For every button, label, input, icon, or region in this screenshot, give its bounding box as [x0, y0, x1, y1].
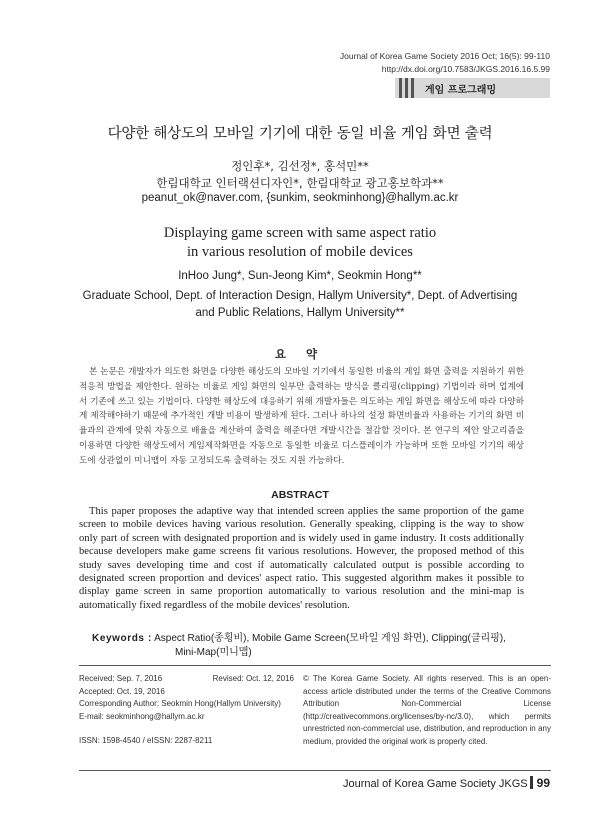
affiliations-korean: 한림대학교 인터랙션디자인*, 한림대학교 광고홍보학과**: [156, 176, 444, 190]
affiliations-english: [0, 288, 600, 322]
page-footer: [343, 776, 550, 790]
footer-bar: [530, 776, 533, 789]
category-banner: [395, 78, 550, 98]
issn: ISSN: 1598-4540 / eISSN: 2287-8211: [79, 736, 213, 745]
revised-date: Revised: Oct. 12, 2016: [212, 674, 294, 683]
corresponding-email: E-mail: seokminhong@hallym.ac.kr: [79, 711, 205, 721]
abstract-english: This paper proposes the adaptive way that intended screen applies the same proportion of the game screen to mobile devices having various resolution. Generally speaking, clipping is the way to show only part of screen with designated proportion and is widely used in game industry. It costs additionally because developers make game screens fit various resolutions. However, the proposed method of this study saves developing time and cost if automatically calculated output is possible according to designated screen proportion and devices' aspect ratio. This suggested algorithm makes it possible to display game screen in same proportion automatically to various resolution and the mini-map is automatically fixed regardless of the mobile devices' resolution.: [79, 506, 524, 611]
article-history: [79, 673, 294, 748]
category-mark: [405, 78, 408, 98]
abstract-korean-heading: 요 약: [274, 347, 326, 361]
journal-reference: [340, 50, 550, 76]
page-number: 99: [536, 776, 550, 790]
keywords-label: Keywords :: [92, 633, 152, 644]
spacer: [79, 723, 294, 735]
authors-korean: 정인후*, 김선정*, 홍석민**: [231, 159, 369, 173]
abstract-english-heading: ABSTRACT: [271, 489, 329, 501]
author-emails: peanut_ok@naver.com, {sunkim, seokminhong}@hallym.ac.kr: [141, 192, 459, 204]
journal-citation: Journal of Korea Game Society 2016 Oct; 16(5): 99-110: [339, 51, 550, 61]
paper-title-korean: 다양한 해상도의 모바일 기기에 대한 동일 비율 게임 화면 출력: [107, 126, 493, 142]
authors-english: InHoo Jung*, Sun-Jeong Kim*, Seokmin Hong**: [178, 270, 422, 282]
accepted-date: Accepted: Oct. 19, 2016: [79, 686, 165, 696]
corresponding-author: Corresponding Author: Seokmin Hong(Hallym University): [79, 699, 281, 708]
footer-journal-name: Journal of Korea Game Society JKGS: [342, 778, 528, 790]
dates-row: [79, 673, 294, 686]
paper-title-english: [0, 224, 600, 262]
category-mark: [399, 78, 402, 98]
keywords-list: Aspect Ratio(종횡비), Mobile Game Screen(모바일 게임 화면), Clipping(클리핑),: [154, 633, 506, 644]
affil-en-line-2: and Public Relations, Hallym University**: [195, 307, 405, 319]
category-label: 게임 프로그래밍: [425, 85, 497, 96]
abstract-korean: 본 논문은 개발자가 의도한 화면을 다양한 해상도의 모바일 기기에서 동일한 비율의 게임 화면 출력을 지원하기 위한 적응적 방법을 제안한다. 원하는 비율로 게임 화면의 일부만 출력하는 방식을 클리핑(clipping) 기법이라 하며 업계에서 기존에 쓰고 있는 기법이다. 다양한 해상도에 대응하기 위해 개발자들은 의도하는 게임 화면을 해상도에 따라 다양하게 제작해야하기 때문에 추가적인 개발 비용이 발생하게 된다. 그러나 하나의 설정 화면비율과 사용하는 기기의 화면 비율과의 관계에 맞춰 자동으로 배율을 계산하여 출력을 해준다면 개발시간을 절감할 것이다. 본 연구의 제안 알고리즘을 이용하면 다양한 해상도에서 게임제작화면을 자동으로 동일한 비율로 디스플레이가 가능하며 또한 모바일 기기의 해상도에 상관없이 미니맵이 자동 고정되도록 출력하는 것도 지원 가능하다.: [79, 367, 524, 466]
license-notice: © The Korea Game Society. All rights reserved. This is an open-access article distributed under the terms of the Creative Commons Attribution Non-Commercial License (http://creativecommons.org/licenses/by-nc/3.0), which permits unrestricted non-commercial use, distribution, and reproduction in any medium, provided the original work is properly cited.: [303, 674, 551, 746]
title-en-line-1: Displaying game screen with same aspect ratio: [163, 225, 437, 241]
page-bottom-divider: [79, 770, 551, 771]
journal-doi: http://dx.doi.org/10.7583/JKGS.2016.16.5.99: [381, 64, 550, 74]
received-date: Received: Sep. 7, 2016: [79, 674, 163, 683]
title-en-line-2: in various resolution of mobile devices: [187, 244, 413, 260]
keywords: [92, 632, 532, 660]
keywords-line-1: [92, 632, 532, 646]
category-mark: [411, 78, 414, 98]
keywords-line-2: Mini-Map(미니맵): [175, 647, 252, 658]
footer-divider: [79, 665, 551, 666]
category-marks: [395, 78, 417, 98]
affil-en-line-1: Graduate School, Dept. of Interaction Design, Hallym University*, Dept. of Advertising: [82, 290, 518, 302]
